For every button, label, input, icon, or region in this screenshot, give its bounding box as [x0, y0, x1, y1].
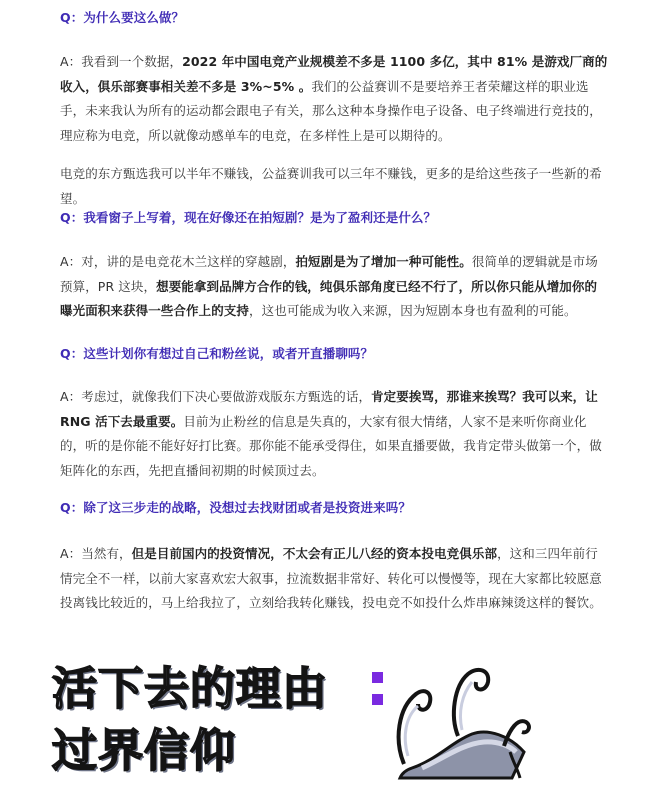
answer-3-part-2: 肯定要挨骂，那谁来挨骂？我可以来，让 RNG 活下去最重要。 — [60, 389, 598, 429]
question-3: Q：这些计划你有想过自己和粉丝说，或者开直播聊吗？ — [60, 346, 374, 361]
answer-2-part-4: 想要能拿到品牌方合作的钱，纯俱乐部角度已经不行了，所以你只能从增加你的曝光面积来获得一些合作上的支持 — [60, 278, 598, 318]
answer-2-part-2: 拍短剧是为了增加一种可能性。 — [295, 254, 472, 269]
answer-3 — [60, 385, 608, 483]
answer-4-part-2: 但是目前国内的投资情况，不太会有正儿八经的资本投电竞俱乐部 — [131, 546, 498, 561]
answer-2-part-5: ，这也可能成为收入来源，因为短剧本身也有盈利的可能。 — [249, 303, 577, 318]
answer-1-part-1: A：我看到一个数据， — [60, 54, 183, 69]
art-tall-curl-inner — [460, 682, 472, 730]
answer-3-part-3: 目前为止粉丝的信息是失真的，大家有很大情绪，人家不是来听你商业化的，听的是你能不能好好打比赛。那你能不能承受得住，如果直播要做，我肯定带头做第一个，做矩阵化的东西，先把直播间初期的时候顶过去。 — [60, 413, 602, 478]
decorative-wave-art — [392, 660, 532, 782]
answer-4-part-1: A：当然有， — [60, 546, 132, 561]
answer-4 — [60, 542, 608, 616]
question-2: Q：我看窗子上写着，现在好像还在拍短剧？是为了盈利还是什么？ — [60, 210, 437, 225]
question-1: Q：为什么要这么做？ — [60, 10, 185, 25]
colon-dot-top — [372, 672, 383, 683]
section-title-banner — [52, 652, 612, 782]
art-left-curl — [399, 691, 431, 764]
answer-2-part-1: A：对，讲的是电竞花木兰这样的穿越剧， — [60, 254, 296, 269]
banner-title-line-1: 活下去的理由 — [52, 662, 329, 715]
colon-dot-bottom — [372, 694, 383, 705]
answer-1-part-3: 我们的公益赛训不是要培养王者荣耀这样的职业选手，未来我认为所有的运动都会跟电子有关，那么这种本身操作电子设备、电子终端进行竞技的，理应称为电竞，所以就像动感单车的电竞，在多样性上是可以期待的。 — [60, 78, 602, 143]
art-tall-curl — [454, 670, 488, 736]
answer-2-part-3: 很简单的逻辑就是市场预算，PR 这块， — [60, 254, 598, 294]
banner-title-line-2: 过界信仰 — [52, 724, 237, 777]
art-left-curl-inner — [405, 706, 418, 756]
answer-1 — [60, 50, 608, 148]
answer-4-part-3: ，这和三四年前行情完全不一样，以前大家喜欢宏大叙事，拉流数据非常好、转化可以慢慢等，现在大家都比较愿意投离钱比较近的，马上给我拉了，立刻给我转化赚钱，投电竞不如投什么炸串麻辣烫这样的餐饮。 — [60, 546, 602, 610]
answer-2 — [60, 250, 608, 324]
banner-colon — [372, 672, 388, 706]
answer-1-extra: 电竞的东方甄选我可以半年不赚钱，公益赛训我可以三年不赚钱，更多的是给这些孩子一些新的希望。 — [60, 166, 602, 206]
question-4: Q：除了这三步走的战略，没想过去找财团或者是投资进来吗？ — [60, 500, 411, 515]
answer-1-part-2: 2022 年中国电竞产业规模差不多是 1100 多亿，其中 81% 是游戏厂商的收入，俱乐部赛事相关差不多是 3%~5% 。 — [60, 54, 608, 94]
answer-3-part-1: A：考虑过，就像我们下决心要做游戏版东方甄选的话， — [60, 389, 372, 404]
